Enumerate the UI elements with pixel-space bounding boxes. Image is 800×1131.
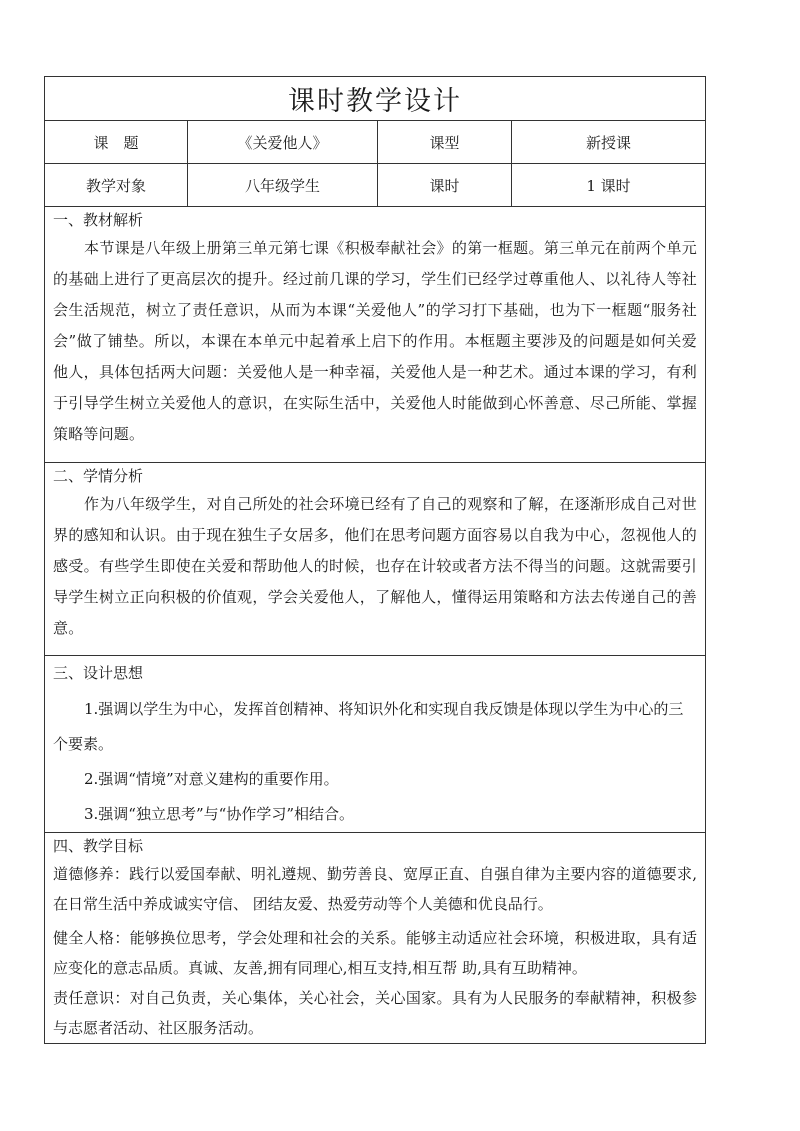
goal-responsibility: 责任意识：对自己负责，关心集体，关心社会，关心国家。具有为人民服务的奉献精神，积极参与志愿者活动、社区服务活动。: [53, 989, 697, 1037]
lesson-design-table: [44, 76, 706, 1044]
section-paragraph: 作为八年级学生，对自己所处的社会环境已经有了自己的观察和了解，在逐渐形成自己对世界的感知和认识。由于现在独生子女居多，他们在思考问题方面容易以自我为中心，忽视他人的感受。有些学生即使在关爱和帮助他人的时候，也存在计较或者方法不得当的问题。这就需要引导学生树立正向积极的价值观，学会关爱他人，了解他人，懂得运用策略和方法去传递自己的善意。: [53, 495, 697, 637]
value-audience: 八年级学生: [188, 164, 378, 207]
section-heading: 四、教学目标: [53, 837, 144, 855]
info-row-topic: [45, 121, 706, 164]
section-student-analysis: [45, 463, 706, 656]
goal-moral: 道德修养：践行以爱国奉献、明礼遵规、勤劳善良、宽厚正直、自强自律为主要内容的道德要求,在日常生活中养成诚实守信、 团结友爱、热爱劳动等个人美德和优良品行。: [53, 865, 697, 913]
section-teaching-goals: [45, 833, 706, 1044]
design-item: 1.强调以学生为中心，发挥首创精神、将知识外化和实现自我反馈是体现以学生为中心的三个要素。: [53, 700, 684, 753]
document-title: 课时教学设计: [45, 77, 706, 121]
value-lesson-type: 新授课: [512, 121, 706, 164]
design-item: 3.强调“独立思考”与“协作学习”相结合。: [84, 805, 354, 823]
value-periods: 1 课时: [512, 164, 706, 207]
info-row-audience: [45, 164, 706, 207]
goal-personality: 健全人格：能够换位思考，学会处理和社会的关系。能够主动适应社会环境，积极进取，具有适应变化的意志品质。真诚、友善,拥有同理心,相互支持,相互帮 助,具有互助精神。: [53, 929, 697, 977]
section-heading: 三、设计思想: [53, 664, 144, 682]
lesson-design-sheet: [44, 76, 705, 1044]
section-heading: 二、学情分析: [53, 467, 144, 485]
section-paragraph: 本节课是八年级上册第三单元第七课《积极奉献社会》的第一框题。第三单元在前两个单元的基础上进行了更高层次的提升。经过前几课的学习，学生们已经学过尊重他人、以礼待人等社会生活规范，树立了责任意识，从而为本课“关爱他人”的学习打下基础，也为下一框题“服务社会”做了铺垫。所以，本课在本单元中起着承上启下的作用。本框题主要涉及的问题是如何关爱他人，具体包括两大问题：关爱他人是一种幸福，关爱他人是一种艺术。通过本课的学习，有利于引导学生树立关爱他人的意识，在实际生活中，关爱他人时能做到心怀善意、尽己所能、掌握策略等问题。: [53, 239, 697, 443]
design-item: 2.强调“情境”对意义建构的重要作用。: [84, 770, 339, 788]
label-periods: 课时: [378, 164, 512, 207]
section-heading: 一、教材解析: [53, 211, 144, 229]
value-topic: 《关爱他人》: [188, 121, 378, 164]
section-design-thinking: [45, 656, 706, 833]
label-lesson-type: 课型: [378, 121, 512, 164]
label-topic: 课 题: [45, 121, 188, 164]
label-audience: 教学对象: [45, 164, 188, 207]
section-textbook-analysis: [45, 207, 706, 463]
